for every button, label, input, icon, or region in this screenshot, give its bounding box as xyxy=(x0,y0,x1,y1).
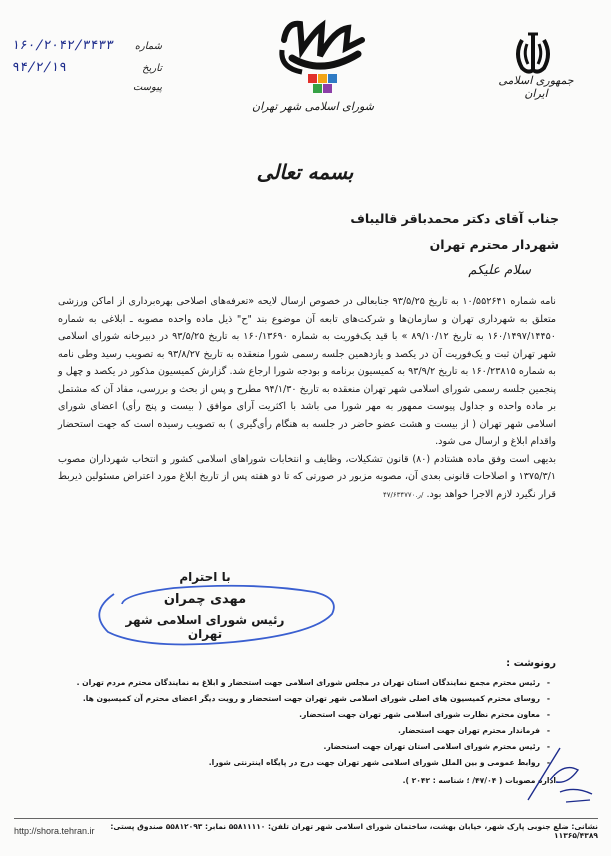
registration-date-label: تاریخ xyxy=(142,63,162,74)
iran-emblem-icon xyxy=(508,30,558,80)
invocation: بسمه تعالی xyxy=(256,160,354,184)
footer-address: نشانی: ضلع جنوبی پارک شهر، خیابان بهشت، ساختمان شورای اسلامی شهر تهران تلفن: ۵۵۸۱۱۱۱۰ نمابر: ۵۵۸۱۲۰۹۳ صندوق پستی: ۱۱۳۶۵/۴۳۸۹ xyxy=(110,822,598,840)
list-item: - معاون محترم نظارت شورای اسلامی شهر تهران جهت استحضار. xyxy=(36,707,550,723)
signature-block xyxy=(110,570,300,641)
copies-list xyxy=(36,675,556,771)
handwritten-note-icon xyxy=(520,740,600,810)
list-item: - روسای محترم کمیسیون های اصلی شورای اسلامی شهر تهران جهت استحضار و رویت دیگر اعضای محترم آن کمیسیون ها. xyxy=(36,691,550,707)
list-item: - رئیس محترم شورای اسلامی استان تهران جهت استحضار. xyxy=(36,739,550,755)
letter-body xyxy=(58,293,556,504)
body-paragraph-1: نامه شماره ۱۰/۵۵۲۶۴۱ به تاریخ ۹۳/۵/۲۵ جنابعالی در خصوص ارسال لایحه «تعرفه‌های اصلاحی بهره‌برداری از اماکن ورزشی متعلق به شهرداری تهران و سازمان‌ها و شرکت‌های تابعه آن موضوع بند "ح" ذیل ماده واحده مصوبه ـ ابلاغی به شماره ۱۶۰/۱۴۹۷/۱۴۴۵۰ به تاریخ ۸۹/۱۰/۱۲ » با قید یک‌فوریت به شماره ۱۶۰/۱۳۶۹۰ به تاریخ ۹۳/۵/۲۵ در دبیرخانه شورای اسلامی شهر تهران ثبت و یک‌فوریت آن در یکصد و یازدهمین جلسه رسمی شورا منعقده به تاریخ ۹۳/۸/۲۷ به تصویب رسید وطی نامه به شماره ۱۶۰/۲۳۸۱۵ به تاریخ ۹۳/۹/۲ به کمیسیون برنامه و بودجه شورا ارجاع شد. گزارش کمیسیون مذکور در یکصد و چهل و پنجمین جلسه رسمی شورای اسلامی شهر تهران منعقده به تاریخ ۹۴/۱/۳۰ مطرح و پس از بحث و بررسی، مفاد آن که مشتمل بر ماده واحده و جداول پیوست ممهور به مهر شورا می باشد با اکثریت آرای موافق ( بیست و پنج رأی) اعضای شورای اسلامی شهر تهران ( از بیست و هشت عضو حاضر در جلسه به هنگام رأی‌گیری ) به تصویب رسیده است که جهت استحضار واقدام ابلاغ و ارسال می شود. xyxy=(58,296,557,447)
signatory-name: مهدی چمران xyxy=(163,592,247,607)
registration-block xyxy=(12,38,162,104)
registration-attachment-label: پیوست xyxy=(132,82,162,93)
addressee xyxy=(259,206,559,258)
footer xyxy=(14,822,598,840)
copies-section xyxy=(36,658,556,789)
list-item: - رئیس محترم مجمع نمایندگان استان تهران در مجلس شورای اسلامی جهت استحضار و ابلاغ به نمایندگان محترم مردم تهران . xyxy=(36,675,550,691)
list-item: - فرماندار محترم تهران جهت استحضار. xyxy=(36,723,550,739)
copies-meta: اداره مصوبات ( ۴۷/۰۴/ ؛ شناسه : ۲۰۴۲ ). xyxy=(402,776,556,785)
greeting: سلام علیکم xyxy=(468,263,531,278)
registration-number-label: شماره xyxy=(134,41,162,52)
reference-code: ۴۷/۶۳۴۷۷ر.۰/ xyxy=(382,490,424,499)
footer-divider xyxy=(14,818,598,819)
registration-attachment-row xyxy=(12,82,162,104)
addressee-title: شهردار محترم تهران xyxy=(429,237,559,252)
signatory-title: رئیس شورای اسلامی شهر تهران xyxy=(125,613,285,641)
registration-date: ۹۴/۲/۱۹ xyxy=(10,60,68,75)
website-link[interactable]: http://shora.tehran.ir xyxy=(14,826,95,836)
body-paragraph-2-text: بدیهی است وفق ماده هشتادم (۸۰) قانون تشکیلات، وظایف و انتخابات شوراهای اسلامی کشور و انتخاب شهرداران مصوب ۱۳۷۵/۳/۱ و اصلاحات قانونی بعدی آن، مصوبه مزبور در صورتی که تا دو هفته پس از تاریخ ابلاغ مورد اعتراض مسئولین ذیربط قرار نگیرد لازم الاجرا خواهد بود. xyxy=(58,453,556,500)
list-item: - روابط عمومی و بین الملل شورای اسلامی شهر تهران جهت درج در پایگاه اینترنتی شورا. xyxy=(36,755,550,771)
copies-title: رونوشت : xyxy=(506,658,556,669)
council-name: شورای اسلامی شهر تهران xyxy=(252,100,374,113)
registration-date-row xyxy=(12,60,162,82)
registration-number: ۱۶۰/۲۰۴۲/۳۴۳۳ xyxy=(10,38,115,53)
addressee-name: جناب آقای دکتر محمدباقر قالیباف xyxy=(350,211,559,226)
body-paragraph-2 xyxy=(58,451,556,505)
registration-number-row xyxy=(12,38,162,60)
signature-closing: با احترام xyxy=(179,570,231,584)
country-emblem-text: جمهوری اسلامی ایران xyxy=(498,74,574,100)
